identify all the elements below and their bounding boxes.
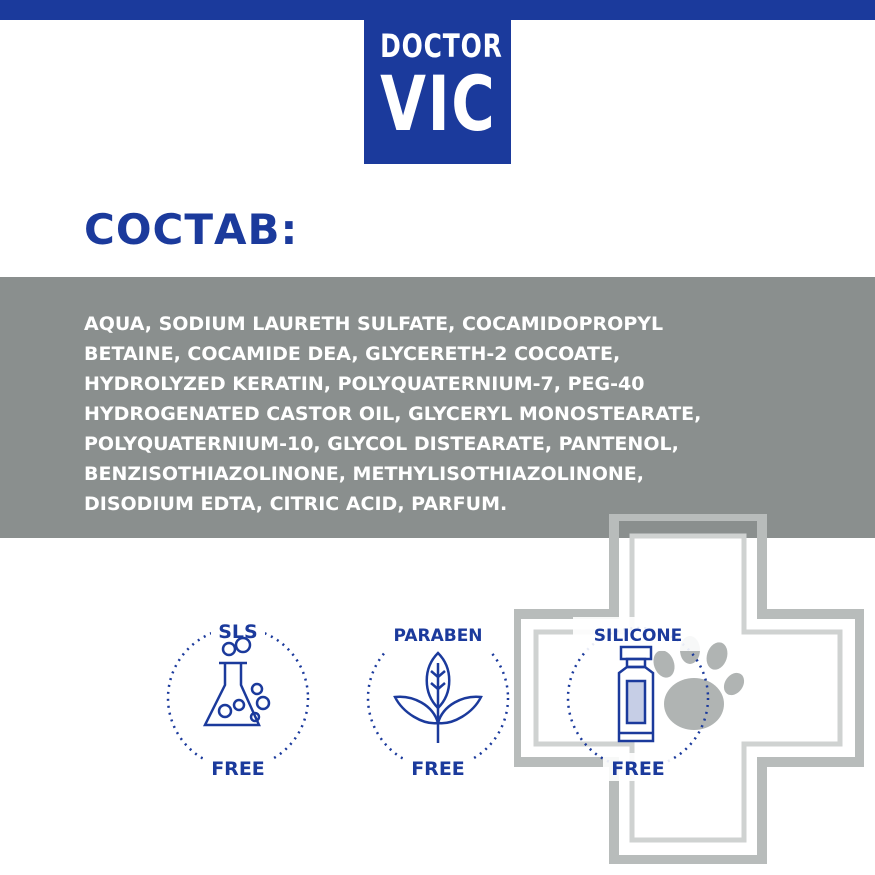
brand-logo	[364, 0, 511, 164]
flask-icon	[205, 638, 269, 725]
badge-top-label: SILICONE	[593, 626, 683, 646]
section-heading: СОСТАВ:	[84, 205, 299, 254]
ingredients-text: AQUA, SODIUM LAURETH SULFATE, COCAMIDOPROPYL BETAINE, COCAMIDE DEA, GLYCERETH-2 COCOATE, HYDROLYZED KERATIN, POLYQUATERNIUM-7, PEG-40 HYDROGENATED CASTOR OIL, GLYCERYL MONOSTEARATE, POLYQUATERNIUM-10, GLYCOL DISTEARATE, PANTENOL, BENZISOTHIAZOLINONE, METHYLISOTHIAZOLINONE, DISODIUM EDTA, CITRIC ACID, PARFUM.	[84, 313, 702, 515]
sls-free-badge	[163, 613, 313, 783]
paraben-free-badge	[363, 613, 513, 783]
tube-icon	[619, 647, 653, 741]
badge-bottom-label: FREE	[211, 758, 265, 780]
badge-bottom-label: FREE	[611, 758, 665, 780]
badge-top-label: SLS	[218, 621, 258, 643]
badge-bottom-label: FREE	[411, 758, 465, 780]
badge-top-label: PARABEN	[393, 626, 483, 646]
leaf-icon	[395, 653, 481, 743]
brand-logo-line2: VIC	[380, 59, 497, 148]
brand-logo-line1: DOCTOR	[380, 27, 503, 65]
silicone-free-badge	[563, 613, 713, 783]
